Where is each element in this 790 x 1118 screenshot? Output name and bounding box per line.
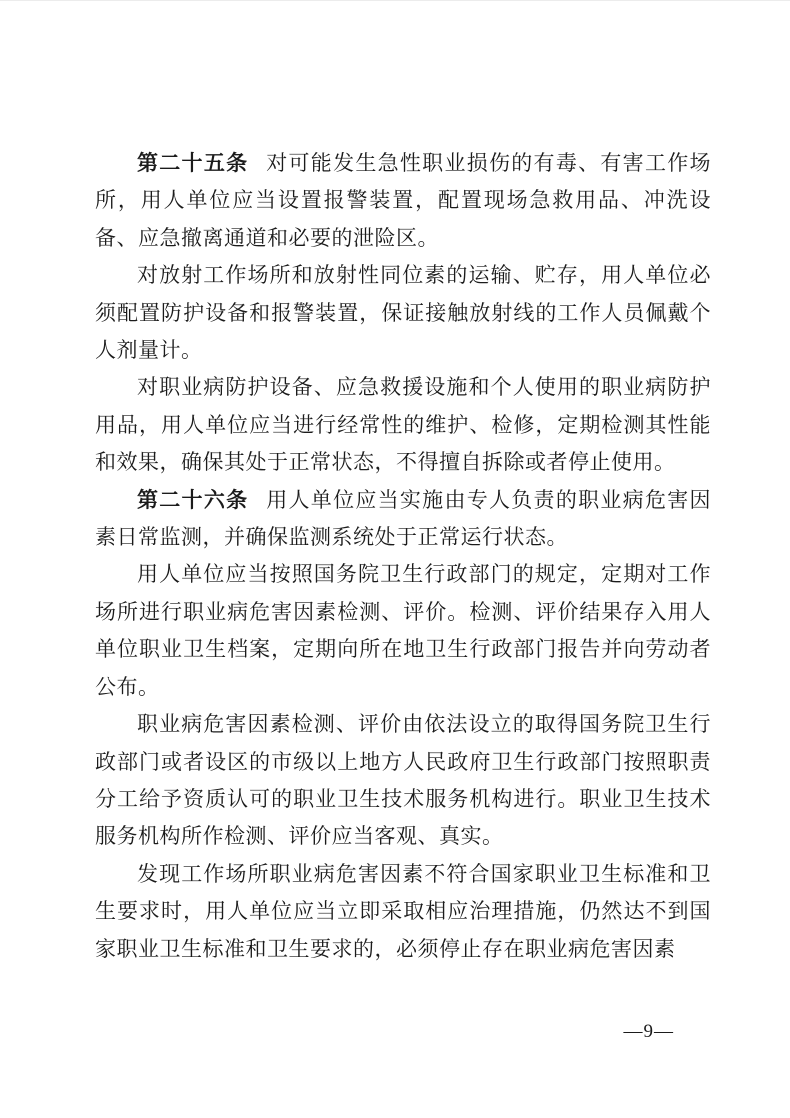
document-body [95, 145, 711, 968]
paragraph-text: 用人单位应当按照国务院卫生行政部门的规定，定期对工作场所进行职业病危害因素检测、评价。检测、评价结果存入用人单位职业卫生档案，定期向所在地卫生行政部门报告并向劳动者公布。 [95, 562, 711, 699]
paragraph [95, 706, 711, 856]
paragraph [95, 856, 711, 968]
article-25-text: 对可能发生急性职业损伤的有毒、有害工作场所，用人单位应当设置报警装置，配置现场急救用品、冲洗设备、应急撤离通道和必要的泄险区。 [95, 151, 712, 250]
paragraph-text: 职业病危害因素检测、评价由依法设立的取得国务院卫生行政部门或者设区的市级以上地方人民政府卫生行政部门按照职责分工给予资质认可的职业卫生技术服务机构进行。职业卫生技术服务机构所作检测、评价应当客观、真实。 [95, 712, 711, 849]
article-25-paragraph [95, 145, 711, 257]
page-number: —9— [623, 1021, 674, 1042]
paragraph-text: 对放射工作场所和放射性同位素的运输、贮存，用人单位必须配置防护设备和报警装置，保证接触放射线的工作人员佩戴个人剂量计。 [95, 263, 711, 363]
article-25-number: 第二十五条 [137, 152, 249, 175]
paragraph-text: 对职业病防护设备、应急救援设施和个人使用的职业病防护用品，用人单位应当进行经常性的维护、检修，定期检测其性能和效果，确保其处于正常状态，不得擅自拆除或者停止使用。 [95, 375, 711, 475]
article-26-paragraph [95, 482, 711, 557]
article-26-number: 第二十六条 [137, 488, 249, 512]
paragraph [95, 369, 711, 481]
paragraph-text: 发现工作场所职业病危害因素不符合国家职业卫生标准和卫生要求时，用人单位应当立即采取相应治理措施，仍然达不到国家职业卫生标准和卫生要求的，必须停止存在职业病危害因素 [95, 861, 711, 961]
paragraph [95, 556, 711, 706]
article-26-text: 用人单位应当实施由专人负责的职业病危害因素日常监测，并确保监测系统处于正常运行状态。 [95, 487, 712, 550]
paragraph [95, 257, 711, 369]
